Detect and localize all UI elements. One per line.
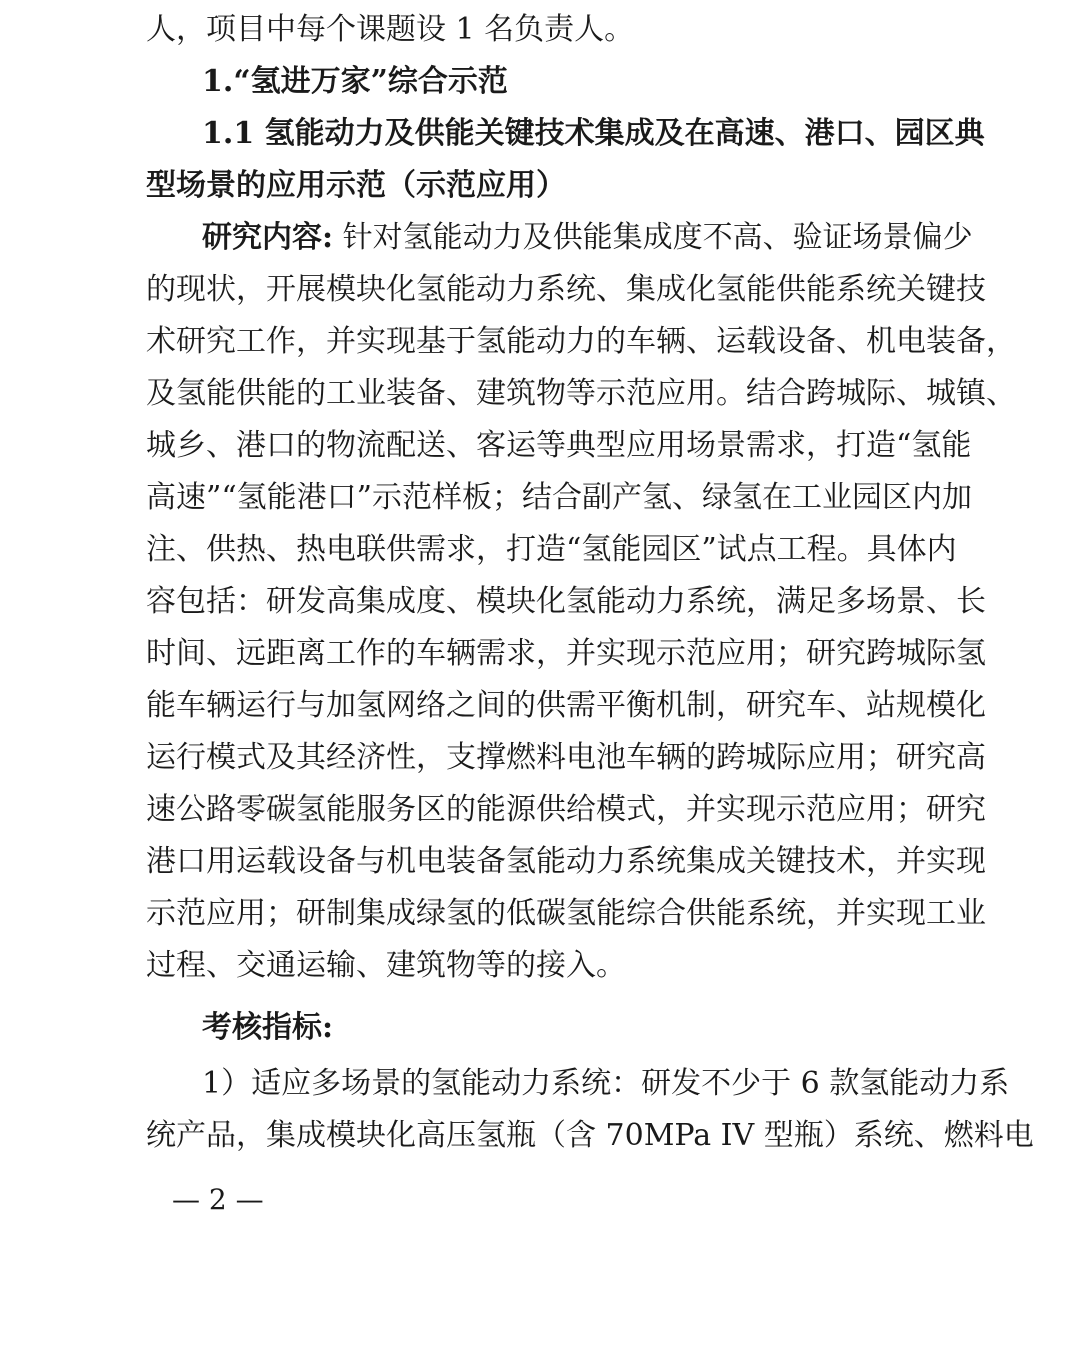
- indicator-item-1-line-2: 统产品，集成模块化高压氢瓶（含 70MPa IV 型瓶）系统、燃料电: [146, 1118, 1034, 1153]
- section-heading: 1.“氢进万家”综合示范: [202, 64, 508, 99]
- subsection-heading-line-2: 型场景的应用示范（示范应用）: [146, 168, 566, 203]
- research-content-first-line-text: 针对氢能动力及供能集成度不高、验证场景偏少: [333, 220, 973, 255]
- subsection-heading-line-1: 1.1 氢能动力及供能关键技术集成及在高速、港口、园区典: [202, 116, 985, 151]
- assessment-indicators-heading: 考核指标:: [202, 1010, 334, 1045]
- body-line: 的现状，开展模块化氢能动力系统、集成化氢能供能系统关键技: [146, 272, 986, 307]
- body-line: 注、供热、热电联供需求，打造“氢能园区”试点工程。具体内: [146, 532, 957, 567]
- body-line: 运行模式及其经济性，支撑燃料电池车辆的跨城际应用；研究高: [146, 740, 986, 775]
- body-line: 能车辆运行与加氢网络之间的供需平衡机制，研究车、站规模化: [146, 688, 986, 723]
- body-line: 容包括：研发高集成度、模块化氢能动力系统，满足多场景、长: [146, 584, 986, 619]
- body-line: 港口用运载设备与机电装备氢能动力系统集成关键技术，并实现: [146, 844, 986, 879]
- body-line-continuation: 人，项目中每个课题设 1 名负责人。: [146, 12, 635, 47]
- research-content-label: 研究内容:: [202, 220, 334, 255]
- body-line: 高速”“氢能港口”示范样板；结合副产氢、绿氢在工业园区内加: [146, 480, 973, 515]
- research-content-paragraph-first-line: [202, 220, 973, 256]
- page-number: — 2 —: [172, 1183, 264, 1216]
- body-line-paragraph-end: 过程、交通运输、建筑物等的接入。: [146, 948, 626, 983]
- body-line: 及氢能供能的工业装备、建筑物等示范应用。结合跨城际、城镇、: [146, 376, 1016, 411]
- body-line: 术研究工作，并实现基于氢能动力的车辆、运载设备、机电装备，: [146, 324, 1016, 359]
- body-line: 时间、远距离工作的车辆需求，并实现示范应用；研究跨城际氢: [146, 636, 986, 671]
- body-line: 城乡、港口的物流配送、客运等典型应用场景需求，打造“氢能: [146, 428, 972, 463]
- body-line: 示范应用；研制集成绿氢的低碳氢能综合供能系统，并实现工业: [146, 896, 986, 931]
- body-line: 速公路零碳氢能服务区的能源供给模式，并实现示范应用；研究: [146, 792, 986, 827]
- indicator-item-1-line-1: 1）适应多场景的氢能动力系统：研发不少于 6 款氢能动力系: [202, 1066, 1010, 1101]
